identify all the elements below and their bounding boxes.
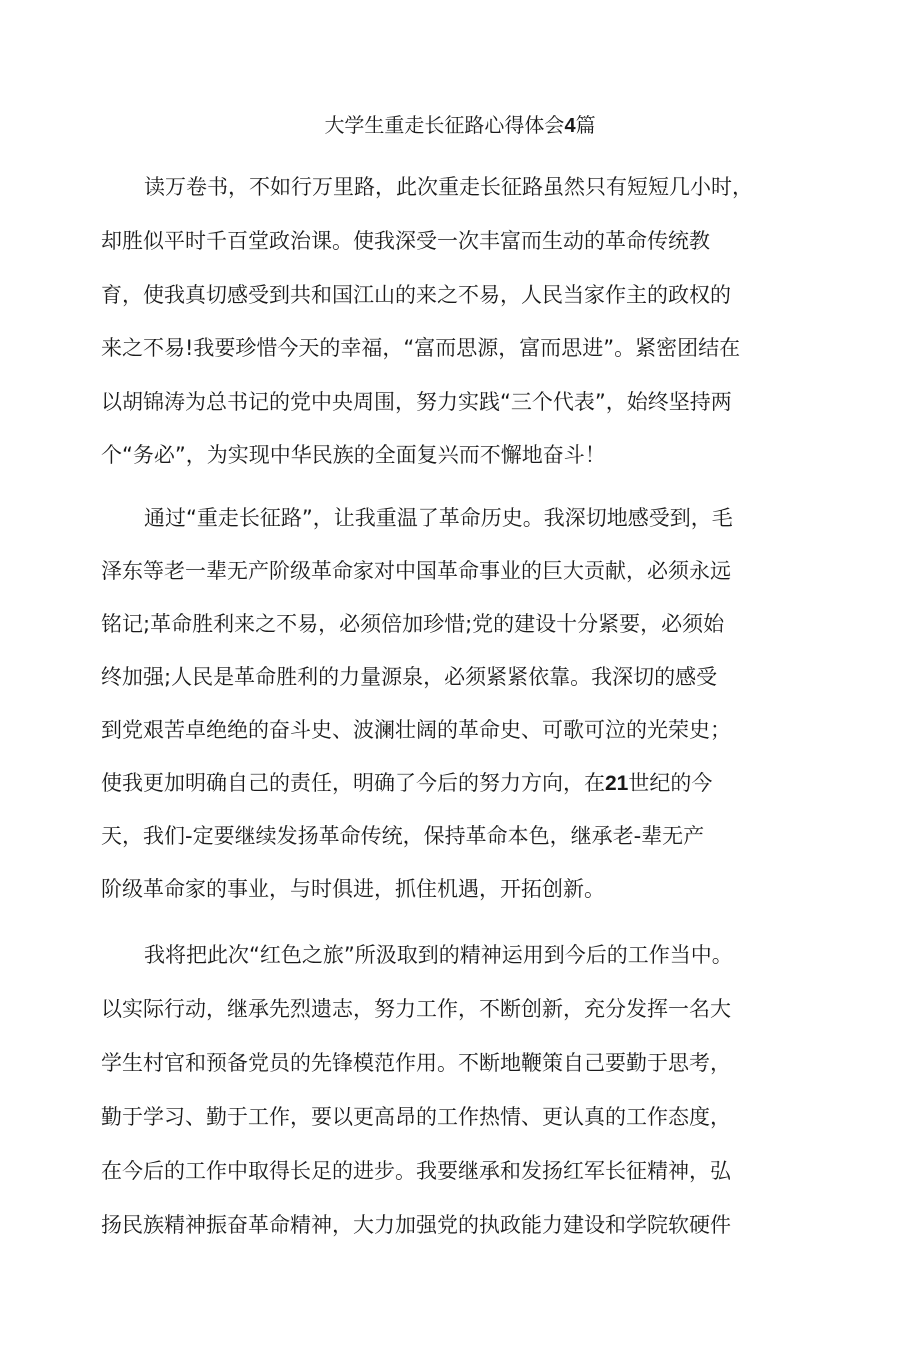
paragraph-line — [101, 768, 712, 799]
paragraph-line: 读万卷书，不如行万里路，此次重走长征路虽然只有短短几小时， — [144, 175, 753, 199]
century-number: 21 — [605, 772, 629, 795]
title-number: 4 — [564, 115, 576, 137]
paragraph-line: 来之不易!我要珍惜今天的幸福，“富而思源，富而思进”。紧密团结在 — [101, 336, 741, 360]
paragraph-line: 到党艰苦卓绝绝的奋斗史、波澜壮阔的革命史、可歌可泣的光荣史； — [101, 718, 731, 742]
paragraph-line: 我将把此次“红色之旅”所汲取到的精神运用到今后的工作当中。 — [144, 943, 733, 967]
paragraph-line: 通过“重走长征路”，让我重温了革命历史。我深切地感受到，毛 — [144, 506, 733, 530]
paragraph-line: 扬民族精神振奋革命精神，大力加强党的执政能力建设和学院软硬件 — [101, 1213, 731, 1237]
paragraph-line: 个“务必”，为实现中华民族的全面复兴而不懈地奋斗！ — [101, 443, 606, 467]
paragraph-line: 铭记;革命胜利来之不易，必须倍加珍惜;党的建设十分紧要，必须始 — [101, 612, 725, 636]
paragraph-line: 天，我们-定要继续发扬革命传统，保持革命本色，继承老-辈无产 — [101, 824, 705, 848]
document-title — [0, 110, 920, 141]
paragraph-line: 终加强;人民是革命胜利的力量源泉，必须紧紧依靠。我深切的感受 — [101, 665, 718, 689]
paragraph-line: 以胡锦涛为总书记的党中央周围，努力实践“三个代表”，始终坚持两 — [101, 390, 732, 414]
line-text-suffix: 世纪的今 — [628, 771, 713, 795]
paragraph-line: 泽东等老一辈无产阶级革命家对中国革命事业的巨大贡献，必须永远 — [101, 559, 731, 583]
paragraph-line: 学生村官和预备党员的先锋模范作用。不断地鞭策自己要勤于思考， — [101, 1051, 731, 1075]
paragraph-line: 阶级革命家的事业，与时俱进，抓住机遇，开拓创新。 — [101, 877, 605, 901]
paragraph-line: 育，使我真切感受到共和国江山的来之不易，人民当家作主的政权的 — [101, 283, 731, 307]
paragraph-line: 在今后的工作中取得长足的进步。我要继承和发扬红军长征精神，弘 — [101, 1159, 731, 1183]
title-prefix: 大学生重走长征路心得体会 — [324, 113, 565, 137]
paragraph-line: 以实际行动，继承先烈遗志，努力工作，不断创新，充分发挥一名大 — [101, 997, 731, 1021]
paragraph-line: 勤于学习、勤于工作，要以更高昂的工作热情、更认真的工作态度， — [101, 1105, 731, 1129]
paragraph-line: 却胜似平时千百堂政治课。使我深受一次丰富而生动的革命传统教 — [101, 229, 710, 253]
title-suffix: 篇 — [575, 113, 596, 137]
line-text: 使我更加明确自己的责任，明确了今后的努力方向，在 — [101, 771, 605, 795]
